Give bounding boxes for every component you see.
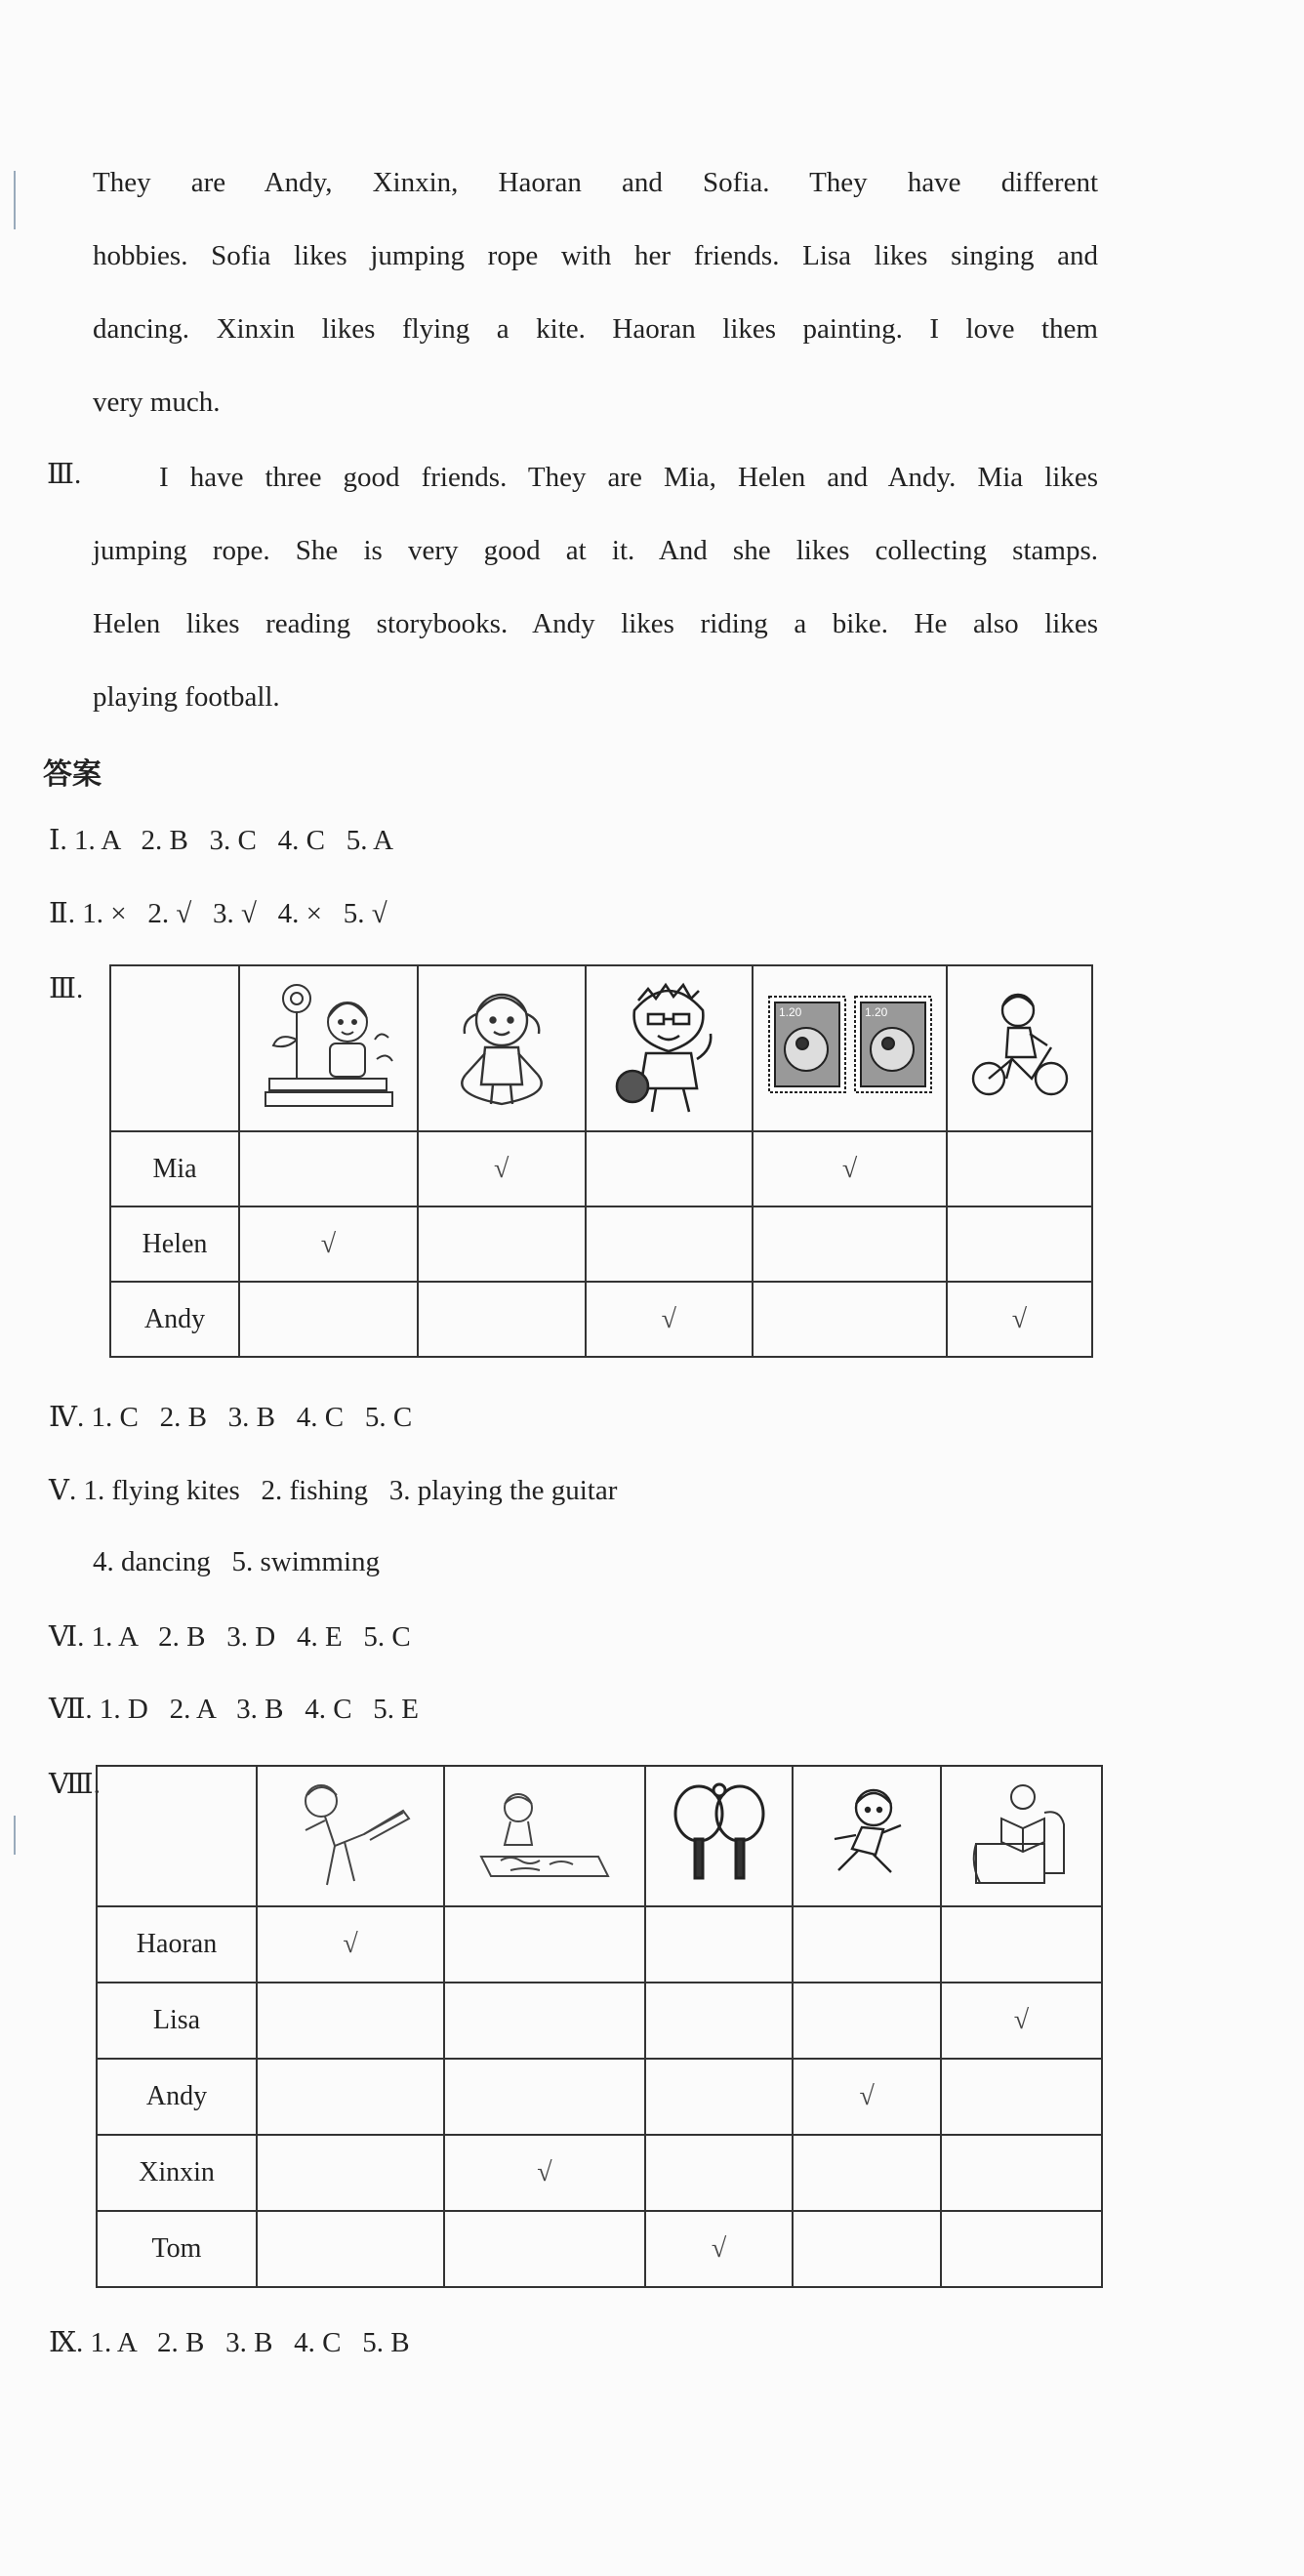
check-cell: √ <box>444 2135 645 2211</box>
answers-heading: 答案 <box>43 757 102 792</box>
table-row <box>110 1282 1092 1357</box>
check-cell <box>941 2211 1102 2287</box>
answer-label: Ⅷ. <box>49 1769 101 1800</box>
passage-line: very much. <box>93 387 221 418</box>
row-name: Haoran <box>97 1906 257 1983</box>
answer-line: Ⅱ. 1. × 2. √ 3. √ 4. × 5. √ <box>49 898 387 929</box>
check-cell <box>418 1282 586 1357</box>
check-cell <box>753 1206 947 1282</box>
picture-cell <box>586 965 754 1131</box>
margin-mark <box>14 171 16 229</box>
answer-line: Ⅶ. 1. D 2. A 3. B 4. C 5. E <box>49 1694 420 1725</box>
row-name: Mia <box>110 1131 239 1206</box>
ping-pong-picture <box>666 1779 773 1886</box>
table-row <box>110 1206 1092 1282</box>
stamp-value: 1.20 <box>864 1005 887 1019</box>
picture-cell <box>947 965 1092 1131</box>
check-cell: √ <box>257 1906 444 1983</box>
check-cell: √ <box>586 1282 754 1357</box>
check-cell: √ <box>645 2211 794 2287</box>
passage-2 <box>93 441 1098 734</box>
check-cell <box>793 2211 941 2287</box>
check-cell: √ <box>753 1131 947 1206</box>
row-name: Xinxin <box>97 2135 257 2211</box>
check-cell <box>793 1983 941 2059</box>
check-cell <box>257 2135 444 2211</box>
reading-flowers-picture <box>250 971 406 1118</box>
picture-cell <box>793 1766 941 1906</box>
picture-cell <box>257 1766 444 1906</box>
kung-fu-picture <box>282 1774 419 1891</box>
reading-books-picture <box>962 1774 1080 1891</box>
table-header-row <box>110 965 1092 1131</box>
row-name: Tom <box>97 2211 257 2287</box>
check-cell <box>239 1282 418 1357</box>
check-cell: √ <box>418 1131 586 1206</box>
check-cell: √ <box>239 1206 418 1282</box>
passage-line: dancing. Xinxin likes flying a kite. Haoran likes painting. I love them <box>93 313 1098 345</box>
picture-cell <box>444 1766 645 1906</box>
check-cell: √ <box>793 2059 941 2135</box>
passage-line: playing football. <box>93 681 280 713</box>
check-cell <box>941 2059 1102 2135</box>
table-row <box>110 1131 1092 1206</box>
passage-line: Helen likes reading storybooks. Andy likes riding a bike. He also likes <box>93 608 1098 639</box>
margin-mark <box>14 1816 16 1855</box>
answer-line: Ⅴ. 1. flying kites 2. fishing 3. playing the guitar <box>49 1475 618 1506</box>
check-cell <box>444 2211 645 2287</box>
collecting-stamps-picture <box>765 991 935 1098</box>
check-cell <box>947 1131 1092 1206</box>
check-cell <box>586 1131 754 1206</box>
table-row <box>97 2135 1102 2211</box>
table-row <box>97 2211 1102 2287</box>
table-row <box>97 1906 1102 1983</box>
check-cell <box>753 1282 947 1357</box>
row-name: Lisa <box>97 1983 257 2059</box>
check-cell: √ <box>941 1983 1102 2059</box>
check-cell <box>257 1983 444 2059</box>
answer-line: Ⅸ. 1. A 2. B 3. B 4. C 5. B <box>49 2327 410 2358</box>
check-cell <box>586 1206 754 1282</box>
passage-line: They are Andy, Xinxin, Haoran and Sofia. They have different <box>93 167 1098 198</box>
row-name: Andy <box>97 2059 257 2135</box>
corner-cell <box>110 965 239 1131</box>
playing-football-picture <box>595 971 742 1118</box>
check-cell <box>257 2059 444 2135</box>
riding-bike-picture <box>956 981 1082 1108</box>
answer-line: Ⅰ. 1. A 2. B 3. C 4. C 5. A <box>49 825 394 856</box>
running-picture <box>813 1779 920 1886</box>
passage-1 <box>93 146 1098 439</box>
picture-cell <box>239 965 418 1131</box>
passage-line: hobbies. Sofia likes jumping rope with her friends. Lisa likes singing and <box>93 240 1098 271</box>
check-cell <box>239 1131 418 1206</box>
answer-line: Ⅵ. 1. A 2. B 3. D 4. E 5. C <box>49 1621 411 1653</box>
check-cell <box>793 1906 941 1983</box>
answer-label: Ⅲ. <box>49 973 84 1004</box>
table-row <box>97 1983 1102 2059</box>
check-cell <box>793 2135 941 2211</box>
table-8 <box>96 1765 1103 2288</box>
check-cell <box>444 1983 645 2059</box>
passage-line: I have three good friends. They are Mia, Helen and Andy. Mia likes <box>159 462 1098 493</box>
picture-cell <box>418 965 586 1131</box>
check-cell <box>645 1906 794 1983</box>
check-cell: √ <box>947 1282 1092 1357</box>
stamp-value: 1.20 <box>778 1005 801 1019</box>
check-cell <box>645 2135 794 2211</box>
picture-cell <box>645 1766 794 1906</box>
check-cell <box>645 1983 794 2059</box>
row-name: Helen <box>110 1206 239 1282</box>
check-cell <box>257 2211 444 2287</box>
check-cell <box>444 2059 645 2135</box>
check-cell <box>947 1206 1092 1282</box>
answer-line: 4. dancing 5. swimming <box>93 1546 381 1577</box>
corner-cell <box>97 1766 257 1906</box>
table-row <box>97 2059 1102 2135</box>
section-number: Ⅲ. <box>47 459 82 490</box>
passage-line: jumping rope. She is very good at it. And she likes collecting stamps. <box>93 535 1098 566</box>
check-cell <box>418 1206 586 1282</box>
check-cell <box>645 2059 794 2135</box>
jumping-rope-picture <box>428 971 575 1118</box>
table-header-row <box>97 1766 1102 1906</box>
picture-cell <box>753 965 947 1131</box>
row-name: Andy <box>110 1282 239 1357</box>
painting-picture <box>471 1779 618 1886</box>
picture-cell <box>941 1766 1102 1906</box>
check-cell <box>444 1906 645 1983</box>
check-cell <box>941 1906 1102 1983</box>
answer-line: Ⅳ. 1. C 2. B 3. B 4. C 5. C <box>49 1402 413 1433</box>
table-3 <box>109 964 1093 1358</box>
check-cell <box>941 2135 1102 2211</box>
